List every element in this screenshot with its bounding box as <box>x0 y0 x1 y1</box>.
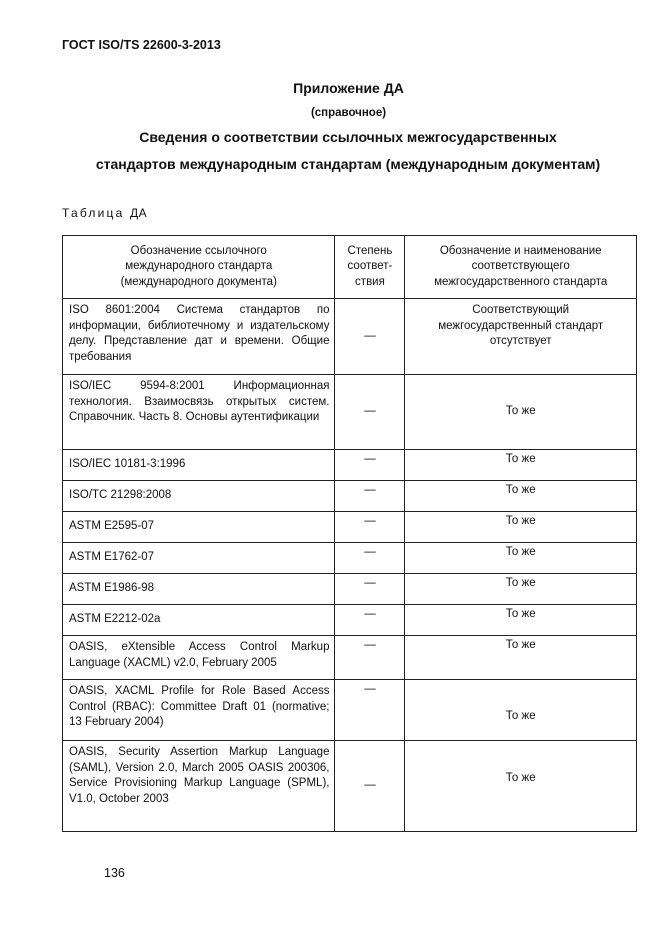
header-national-standard: Обозначение и наименование соответствующего межгосударственного стандарта <box>405 236 637 299</box>
table-row <box>63 512 637 543</box>
cell-national: То же <box>405 574 637 605</box>
table-row <box>63 299 637 375</box>
cell-national: То же <box>405 375 637 450</box>
cell-national: То же <box>405 680 637 741</box>
annex-subtitle: (справочное) <box>310 107 387 119</box>
header-reference-standard: Обозначение ссылочного международного стандарта (международного документа) <box>63 236 335 299</box>
cell-degree: — <box>335 680 405 741</box>
table-row <box>63 450 637 481</box>
cell-standard: ASTM E1986-98 <box>63 574 335 605</box>
cell-degree: — <box>335 375 405 450</box>
cell-degree: — <box>335 512 405 543</box>
cell-standard: ASTM E1762-07 <box>63 543 335 574</box>
annex-heading-line1: Сведения о соответствии ссылочных межгосударственных <box>139 129 557 145</box>
cell-standard: OASIS, XACML Profile for Role Based Access Control (RBAC): Committee Draft 01 (normative; 13 February 2004) <box>63 680 335 741</box>
table-label-number: ДА <box>130 206 148 220</box>
cell-degree: — <box>335 741 405 832</box>
cell-degree: — <box>335 481 405 512</box>
cell-standard: ISO/IEC 9594-8:2001 Информационная технология. Взаимосвязь открытых систем. Справочник. Часть 8. Основы аутентификации <box>63 375 335 450</box>
correspondence-table <box>62 235 637 832</box>
annex-title: Приложение ДА <box>293 80 404 96</box>
cell-degree: — <box>335 450 405 481</box>
cell-national: То же <box>405 450 637 481</box>
cell-standard: ASTM E2212-02a <box>63 605 335 636</box>
cell-national: То же <box>405 543 637 574</box>
cell-standard: OASIS, eXtensible Access Control Markup Language (XACML) v2.0, February 2005 <box>63 636 335 680</box>
cell-national: Соответствующий межгосударственный стандарт отсутствует <box>405 299 637 375</box>
header-degree: Степень соответ-ствия <box>335 236 405 299</box>
table-row <box>63 741 637 832</box>
table-row <box>63 574 637 605</box>
table-row <box>63 605 637 636</box>
cell-standard: ASTM E2595-07 <box>63 512 335 543</box>
cell-standard: ISO/IEC 10181-3:1996 <box>63 450 335 481</box>
cell-degree: — <box>335 636 405 680</box>
table-row <box>63 481 637 512</box>
page-number: 136 <box>104 866 125 880</box>
table-row <box>63 680 637 741</box>
cell-national: То же <box>405 636 637 680</box>
table-label <box>62 206 147 220</box>
cell-national: То же <box>405 481 637 512</box>
cell-degree: — <box>335 299 405 375</box>
table-label-word: Таблица <box>62 206 125 220</box>
table-row <box>63 636 637 680</box>
table-row <box>63 543 637 574</box>
cell-standard: ISO/TC 21298:2008 <box>63 481 335 512</box>
cell-degree: — <box>335 574 405 605</box>
cell-standard: OASIS, Security Assertion Markup Language (SAML), Version 2.0, March 2005 OASIS 200306, Service Provisioning Markup Language (SPML), V1.0, October 2003 <box>63 741 335 832</box>
table-row <box>63 375 637 450</box>
cell-national: То же <box>405 512 637 543</box>
cell-standard: ISO 8601:2004 Система стандартов по информации, библиотечному и издательскому делу. Представление дат и времени. Общие требования <box>63 299 335 375</box>
cell-degree: — <box>335 543 405 574</box>
cell-national: То же <box>405 605 637 636</box>
document-code: ГОСТ ISO/TS 22600-3-2013 <box>62 38 221 52</box>
cell-degree: — <box>335 605 405 636</box>
annex-heading-line2: стандартов международным стандартам (международным документам) <box>95 156 601 172</box>
cell-national: То же <box>405 741 637 832</box>
table-header-row <box>63 236 637 299</box>
